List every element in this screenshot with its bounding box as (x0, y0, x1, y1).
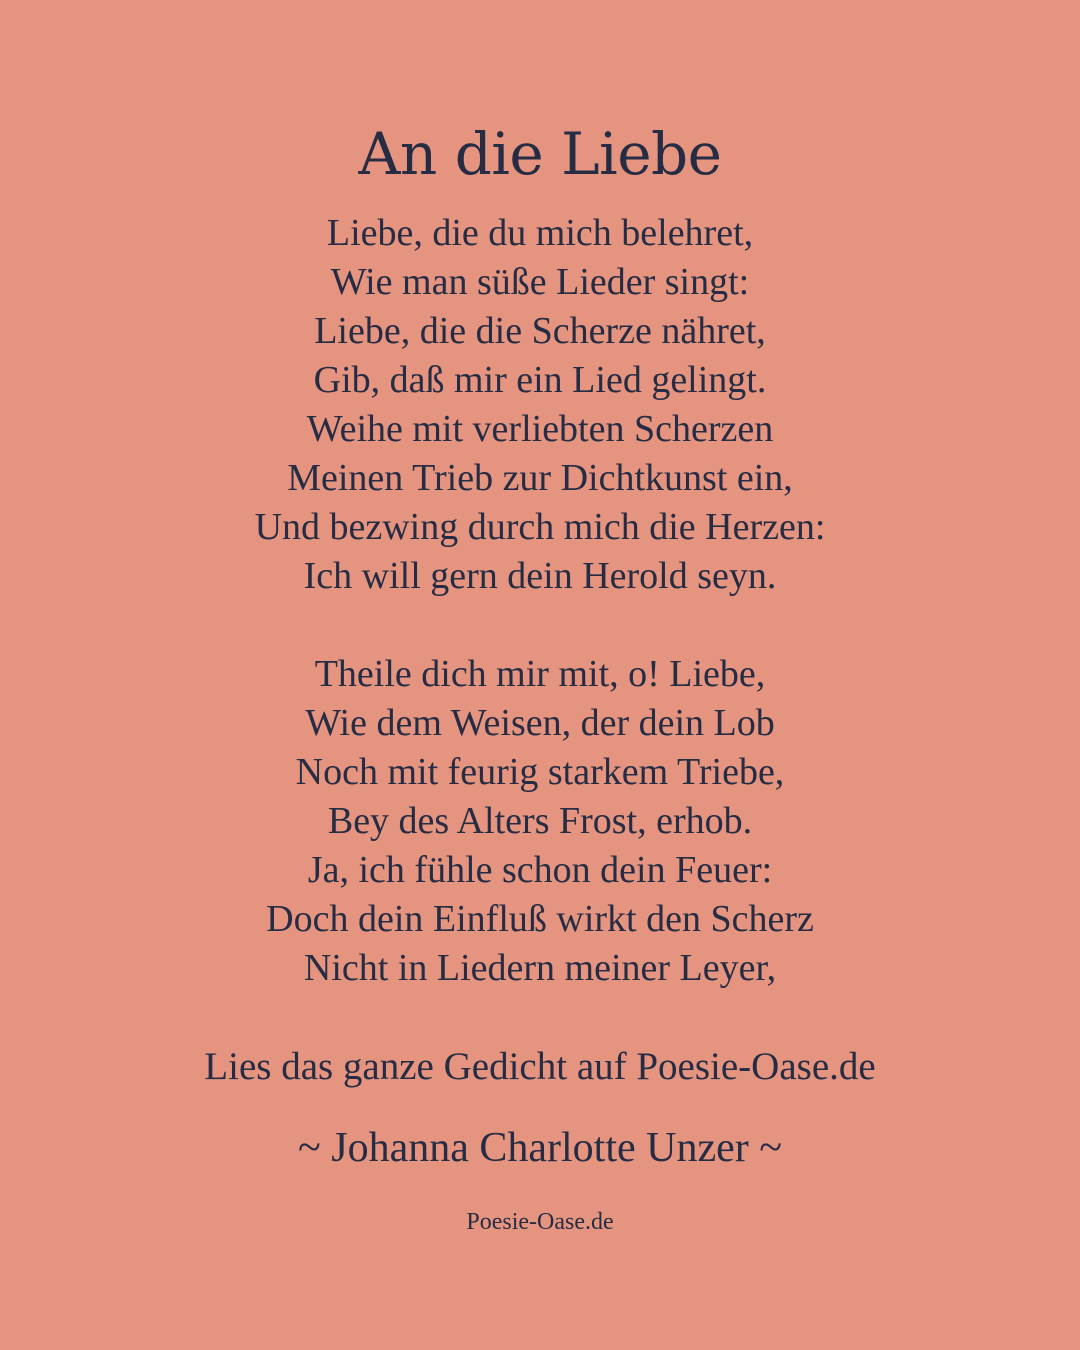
poem-line: Gib, daß mir ein Lied gelingt. (313, 359, 767, 401)
poem-line: Ich will gern dein Herold seyn. (303, 555, 777, 597)
poem-line: Wie dem Weisen, der dein Lob (305, 702, 775, 744)
poem-line: Bey des Alters Frost, erhob. (327, 800, 753, 842)
poem-line: Theile dich mir mit, o! Liebe, (314, 653, 766, 695)
poem-title: An die Liebe (358, 120, 722, 188)
read-full-poem-text: Lies das ganze Gedicht auf Poesie-Oase.de (204, 1045, 876, 1088)
poem-line: Noch mit feurig starkem Triebe, (295, 751, 785, 793)
poem-line: Doch dein Einfluß wirkt den Scherz (266, 898, 814, 940)
site-watermark: Poesie-Oase.de (466, 1209, 614, 1235)
poem-line: Liebe, die die Scherze nähret, (314, 310, 766, 352)
stanza-2 (0, 650, 1080, 993)
poem-author: ~ Johanna Charlotte Unzer ~ (298, 1125, 782, 1171)
poem-line: Meinen Trieb zur Dichtkunst ein, (287, 457, 793, 499)
poem-line: Nicht in Liedern meiner Leyer, (303, 947, 777, 989)
poem-line: Und bezwing durch mich die Herzen: (254, 506, 826, 548)
poem-line: Wie man süße Lieder singt: (330, 261, 750, 303)
poem-line: Weihe mit verliebten Scherzen (306, 408, 774, 450)
stanza-1 (0, 209, 1080, 601)
poem-line: Ja, ich fühle schon dein Feuer: (307, 849, 773, 891)
poem-line: Liebe, die du mich belehret, (326, 212, 754, 254)
